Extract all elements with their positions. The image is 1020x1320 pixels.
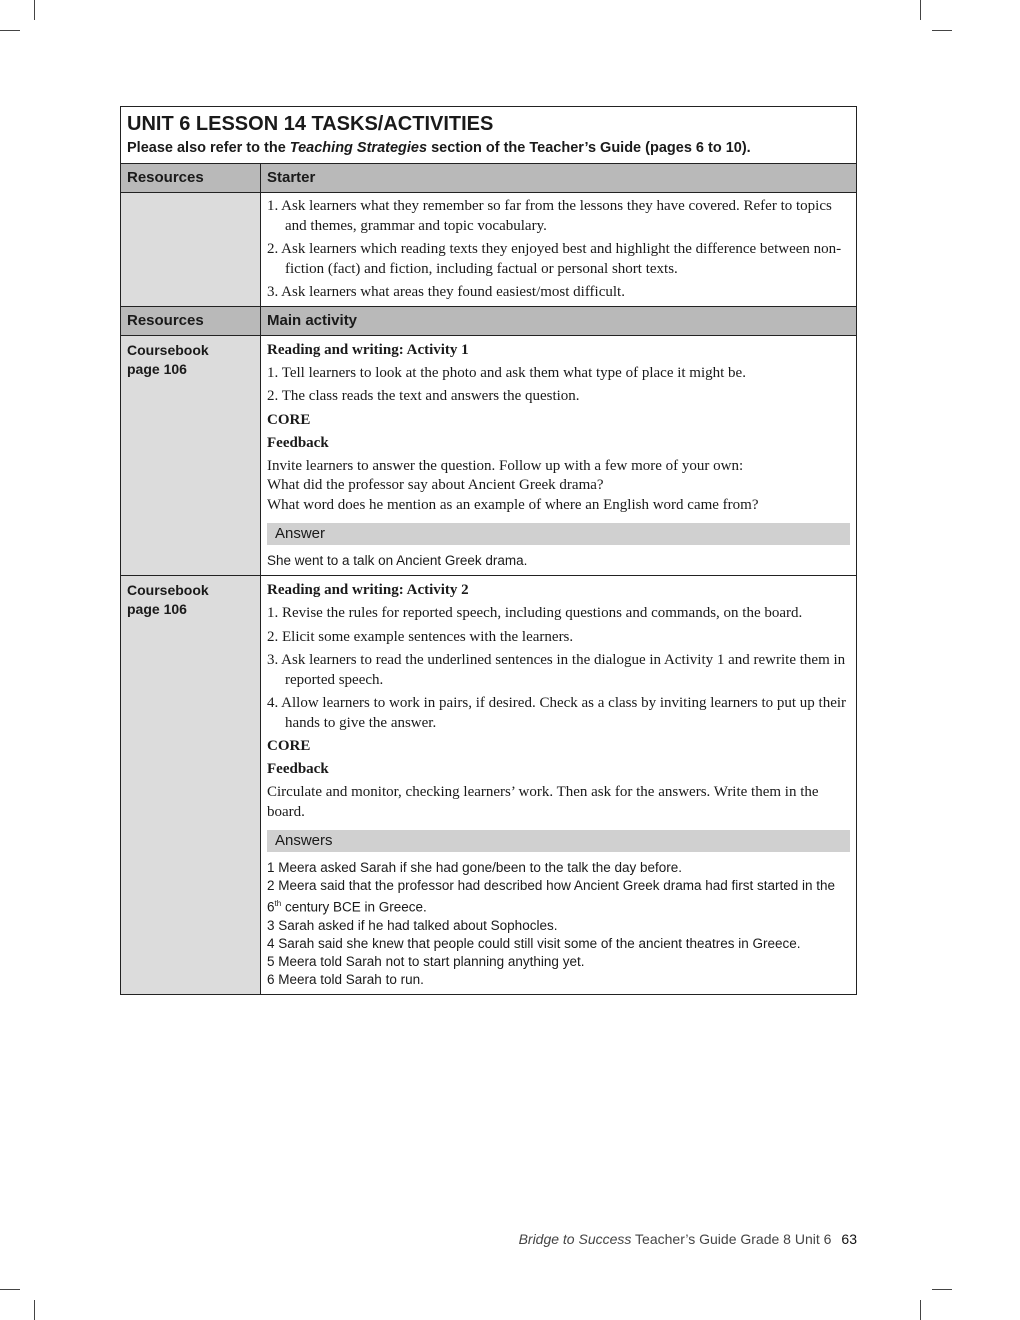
list-item: 2. Ask learners which reading texts they enjoyed best and highlight the difference between non-fiction (fact) and fiction, including factual or personal short texts. <box>267 241 842 277</box>
main-header-row <box>121 306 856 335</box>
starter-header-row <box>121 164 856 192</box>
answer-item: 4 Sarah said she knew that people could still visit some of the ancient theatres in Greece. <box>267 935 801 951</box>
crop-mark <box>920 0 921 20</box>
starter-row <box>121 192 856 306</box>
answer-item: 5 Meera told Sarah not to start planning anything yet. <box>267 953 585 969</box>
subtitle-italic: Teaching Strategies <box>289 140 428 156</box>
feedback-line: What did the professor say about Ancient Greek drama? <box>267 477 604 493</box>
starter-content <box>261 193 856 306</box>
crop-mark <box>0 30 20 31</box>
starter-resources-cell <box>121 193 261 306</box>
resources-header: Resources <box>121 164 261 192</box>
activity2-title: Reading and writing: Activity 2 <box>267 582 469 598</box>
lesson-table <box>120 106 857 995</box>
activity1-row <box>121 335 856 576</box>
core-label: CORE <box>267 411 311 428</box>
list-item: 4. Allow learners to work in pairs, if desired. Check as a class by inviting learners to put up their hands to give the answer. <box>267 695 847 731</box>
starter-list <box>267 197 850 303</box>
footer-book-title: Bridge to Success <box>518 1231 632 1247</box>
answer-item: 6 Meera told Sarah to run. <box>267 971 424 987</box>
answer-item: 1 Meera asked Sarah if she had gone/been to the talk the day before. <box>267 860 683 875</box>
answers-bar: Answers <box>267 830 850 852</box>
list-item: 1. Tell learners to look at the photo and ask them what type of place it might be. <box>267 364 746 381</box>
resources-header: Resources <box>121 307 261 335</box>
crop-mark <box>34 1300 35 1320</box>
list-item: 1. Revise the rules for reported speech, including questions and commands, on the board. <box>267 605 803 621</box>
crop-mark <box>34 0 35 20</box>
crop-mark <box>0 1289 20 1290</box>
feedback-text: Circulate and monitor, checking learners’ work. Then ask for the answers. Write them in the board. <box>267 784 819 820</box>
activity1-list <box>267 364 850 407</box>
activity2-content <box>261 576 856 994</box>
feedback-line: What word does he mention as an example of where an English word came from? <box>267 496 759 513</box>
answer-bar: Answer <box>267 523 850 545</box>
activity1-resource: Coursebook page 106 <box>121 336 261 576</box>
ordinal-suffix: th <box>274 899 282 908</box>
list-item: 2. Elicit some example sentences with the learners. <box>267 628 574 645</box>
feedback-label: Feedback <box>267 434 329 451</box>
answer-item: 3 Sarah asked if he had talked about Sophocles. <box>267 917 558 933</box>
answer-item <box>267 877 850 917</box>
answer-item-text-end: century BCE in Greece. <box>281 899 427 915</box>
page-number: 63 <box>841 1231 857 1247</box>
main-activity-header: Main activity <box>261 307 856 335</box>
subtitle-text: Please also refer to the <box>127 140 290 156</box>
footer-text: Teacher’s Guide Grade 8 Unit 6 <box>631 1231 832 1247</box>
activity2-row <box>121 575 856 994</box>
subtitle-text-end: section of the Teacher’s Guide (pages 6 to 10). <box>427 140 751 156</box>
answer-item-text: 2 Meera said that the professor had described how Ancient Greek drama had first started in the 6 <box>267 878 836 915</box>
page-footer <box>519 1231 857 1247</box>
activity1-content <box>261 336 856 576</box>
activity2-resource: Coursebook page 106 <box>121 576 261 994</box>
list-item: 1. Ask learners what they remember so far from the lessons they have covered. Refer to topics and themes, grammar and topic vocabulary. <box>267 198 832 234</box>
crop-mark <box>932 30 952 31</box>
list-item: 3. Ask learners to read the underlined sentences in the dialogue in Activity 1 and rewrite them in reported speech. <box>267 652 846 688</box>
lesson-subtitle <box>127 138 850 158</box>
core-label: CORE <box>267 738 311 754</box>
table-title-block <box>121 107 856 164</box>
feedback-label: Feedback <box>267 761 329 777</box>
activity2-list <box>267 604 850 733</box>
list-item: 2. The class reads the text and answers the question. <box>267 388 580 404</box>
lesson-title: UNIT 6 LESSON 14 TASKS/ACTIVITIES <box>127 113 494 135</box>
crop-mark <box>920 1300 921 1320</box>
list-item: 3. Ask learners what areas they found easiest/most difficult. <box>267 284 625 300</box>
crop-mark <box>932 1289 952 1290</box>
activity1-title: Reading and writing: Activity 1 <box>267 341 469 358</box>
answer-text: She went to a talk on Ancient Greek drama. <box>267 553 528 568</box>
starter-header: Starter <box>261 164 856 192</box>
feedback-line: Invite learners to answer the question. Follow up with a few more of your own: <box>267 457 744 474</box>
